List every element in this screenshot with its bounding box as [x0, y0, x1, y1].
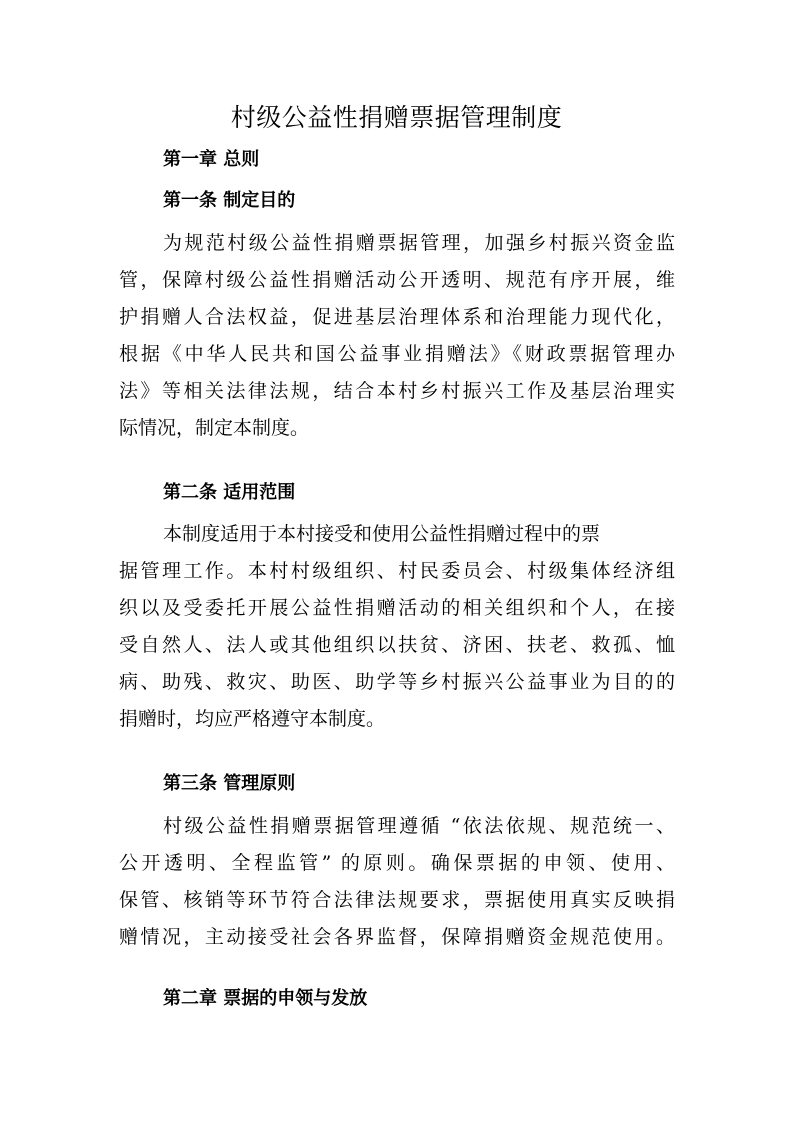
article-1-line: 际情况，制定本制度。: [119, 417, 310, 439]
article-1-line: 法》等相关法律法规，结合本村乡村振兴工作及基层治理实: [119, 380, 675, 402]
article-1-body: [119, 225, 675, 447]
article-2-line: 病、助残、救灾、助医、助学等乡村振兴公益事业为目的的: [119, 671, 675, 693]
article-2-line: 捐赠时，均应严格遵守本制度。: [119, 708, 386, 730]
article-3-line: 保管、核销等环节符合法律法规要求，票据使用真实反映捐: [119, 889, 675, 911]
article-2-body: [119, 516, 675, 738]
chapter-1-heading: 第一章 总则: [163, 149, 260, 170]
article-2-line: 织以及受委托开展公益性捐赠活动的相关组织和个人，在接: [119, 597, 675, 619]
article-2-line: 受自然人、法人或其他组织以扶贫、济困、扶老、救孤、恤: [119, 634, 675, 656]
article-1-heading: 第一条 制定目的: [163, 190, 296, 211]
article-3-line: 村级公益性捐赠票据管理遵循 “依法依规、规范统一、: [163, 815, 675, 837]
article-1-line: 根据《中华人民共和国公益事业捐赠法》《财政票据管理办: [119, 343, 675, 365]
article-1-line: 管，保障村级公益性捐赠活动公开透明、规范有序开展，维: [119, 269, 675, 291]
article-3-line: 公开透明、全程监管” 的原则。确保票据的申领、使用、: [119, 852, 675, 874]
article-1-line: 为规范村级公益性捐赠票据管理，加强乡村振兴资金监: [163, 232, 675, 254]
article-1-line: 护捐赠人合法权益，促进基层治理体系和治理能力现代化，: [119, 306, 675, 328]
chapter-2-heading: 第二章 票据的申领与发放: [163, 988, 368, 1009]
document-title: 村级公益性捐赠票据管理制度: [230, 103, 563, 132]
article-3-heading: 第三条 管理原则: [163, 773, 296, 794]
article-3-line: 赠情况，主动接受社会各界监督，保障捐赠资金规范使用。: [119, 926, 675, 948]
article-2-heading: 第二条 适用范围: [163, 482, 296, 503]
article-2-line: 本制度适用于本村接受和使用公益性捐赠过程中的票: [163, 523, 601, 545]
article-2-line: 据管理工作。本村村级组织、村民委员会、村级集体经济组: [119, 560, 675, 582]
article-3-body: [119, 808, 675, 956]
